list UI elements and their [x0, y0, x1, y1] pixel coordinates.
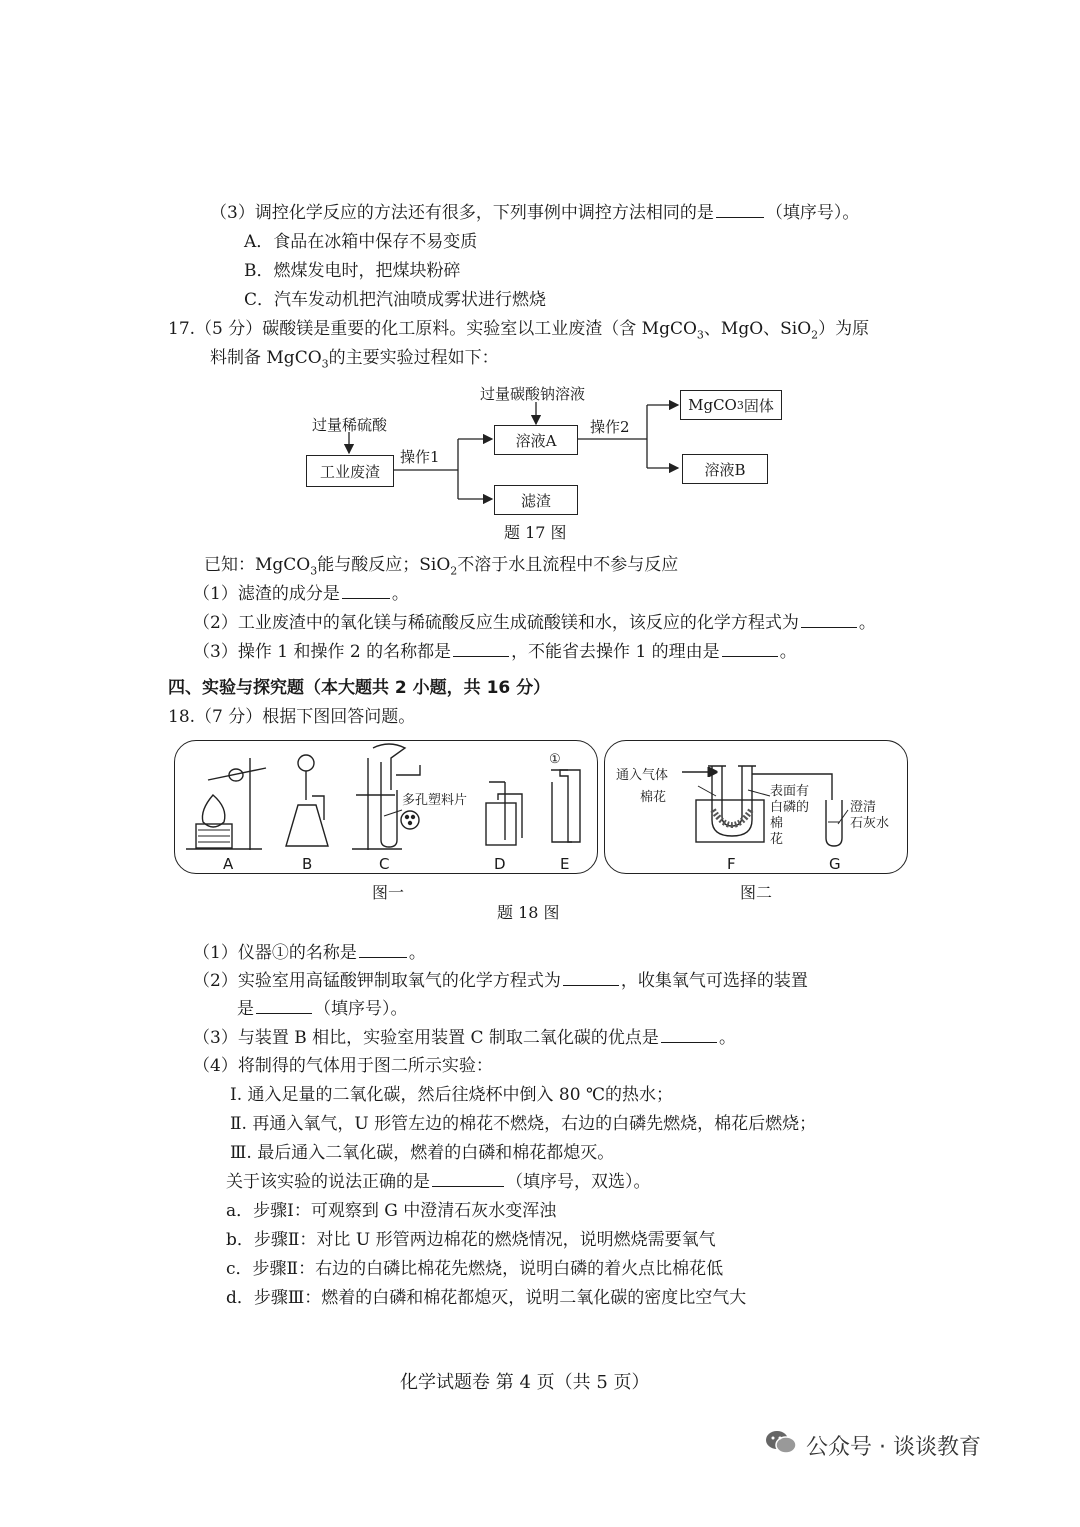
apparatus-label-e: E — [560, 855, 570, 873]
q18-sub2-line2: 是 （填序号）。 — [237, 999, 408, 1019]
q18-intro: 18.（7 分）根据下图回答问题。 — [168, 707, 416, 727]
answer-blank[interactable] — [256, 999, 312, 1014]
wechat-icon — [764, 1428, 798, 1456]
section-4-heading: 四、实验与探究题（本大题共 2 小题，共 16 分） — [168, 678, 551, 698]
q18-option-c: c．步骤Ⅱ：右边的白磷比棉花先燃烧，说明白磷的着火点比棉花低 — [226, 1259, 724, 1279]
q17-intro-line1: 17.（5 分）碳酸镁是重要的化工原料。实验室以工业废渣（含 MgCO$_3$、MgO、SiO$_2$）为原 — [168, 319, 870, 342]
q17-sub2: （2）工业废渣中的氧化镁与稀硫酸反应生成硫酸镁和水，该反应的化学方程式为 。 — [193, 613, 876, 633]
q18-sub3: （3）与装置 B 相比，实验室用装置 C 制取二氧化碳的优点是 。 — [193, 1028, 736, 1048]
apparatus-label-f: F — [727, 855, 736, 873]
q17-intro-line2: 料制备 MgCO$_3$的主要实验过程如下： — [210, 348, 499, 371]
figure-2-caption: 图二 — [740, 883, 773, 902]
q18-ask: 关于该实验的说法正确的是 （填序号，双选）。 — [226, 1172, 651, 1192]
figure-2-gas-inlet: 通入气体 — [616, 768, 669, 783]
q18-option-d: d．步骤Ⅲ：燃着的白磷和棉花都熄灭，说明二氧化碳的密度比空气大 — [226, 1288, 747, 1308]
q16-option-a: A．食品在冰箱中保存不易变质 — [244, 232, 478, 252]
q18-sub1: （1）仪器①的名称是 。 — [193, 943, 426, 963]
answer-blank[interactable] — [432, 1172, 504, 1187]
figure-2-cotton: 棉花 — [640, 790, 667, 805]
q18-step-2: Ⅱ. 再通入氧气，U 形管左边的棉花不燃烧，右边的白磷先燃烧，棉花后燃烧； — [230, 1114, 817, 1134]
flow-box-solution-b: 溶液B — [682, 454, 768, 484]
q17-known: 已知：MgCO$_3$能与酸反应；SiO$_2$不溶于水且流程中不参与反应 — [204, 555, 679, 578]
apparatus-label-a: A — [223, 855, 234, 873]
flow-reagent-sodium-carbonate: 过量碳酸钠溶液 — [480, 385, 586, 403]
q18-sub4: （4）将制得的气体用于图二所示实验： — [193, 1056, 493, 1076]
flow-operation-2: 操作2 — [590, 418, 630, 436]
answer-blank[interactable] — [661, 1028, 717, 1043]
apparatus-label-g: G — [829, 855, 841, 873]
figure-17-caption: 题 17 图 — [504, 523, 567, 542]
answer-blank[interactable] — [563, 971, 619, 986]
answer-blank[interactable] — [359, 943, 407, 958]
flow-operation-1: 操作1 — [400, 448, 440, 466]
flow-box-industrial-waste: 工业废渣 — [306, 455, 394, 487]
q16-sub3: （3）调控化学反应的方法还有很多，下列事例中调控方法相同的是 （填序号）。 — [210, 203, 860, 223]
watermark: 公众号 · 谈谈教育 — [806, 1435, 981, 1460]
q17-sub3: （3）操作 1 和操作 2 的名称都是 ，不能省去操作 1 的理由是 。 — [193, 642, 797, 662]
q18-option-b: b．步骤Ⅱ：对比 U 形管两边棉花的燃烧情况，说明燃烧需要氧气 — [226, 1230, 716, 1250]
q18-option-a: a．步骤Ⅰ：可观察到 G 中澄清石灰水变浑浊 — [226, 1201, 557, 1221]
flow-box-filter-residue: 滤渣 — [494, 485, 578, 515]
q16-option-c: C．汽车发动机把汽油喷成雾状进行燃烧 — [244, 290, 547, 310]
q18-step-1: Ⅰ. 通入足量的二氧化碳，然后往烧杯中倒入 80 ℃的热水； — [230, 1085, 673, 1105]
q18-step-3: Ⅲ. 最后通入二氧化碳，燃着的白磷和棉花都熄灭。 — [230, 1143, 615, 1163]
q18-sub2-line1: （2）实验室用高锰酸钾制取氧气的化学方程式为 ，收集氧气可选择的装置 — [193, 971, 808, 991]
figure-1-porous-plastic: 多孔塑料片 — [402, 793, 468, 808]
q16-option-b: B．燃煤发电时，把煤块粉碎 — [244, 261, 461, 281]
page-footer: 化学试题卷 第 4 页（共 5 页） — [400, 1372, 650, 1393]
figure-1-caption: 图一 — [372, 883, 405, 902]
flow-box-solution-a: 溶液A — [494, 425, 578, 455]
apparatus-label-d: D — [494, 855, 506, 873]
figure-2-limewater-label: 澄清 石灰水 — [850, 800, 890, 831]
figure-18-caption: 题 18 图 — [497, 903, 560, 922]
q17-sub1: （1）滤渣的成分是 。 — [193, 584, 409, 604]
figure-1-marker-1: ① — [549, 752, 561, 767]
flow-reagent-sulfuric-acid: 过量稀硫酸 — [312, 416, 388, 434]
apparatus-label-b: B — [302, 855, 313, 873]
apparatus-label-c: C — [379, 855, 390, 873]
figure-2-white-phosphorus-label: 表面有 白磷的棉 花 — [770, 784, 810, 847]
flow-box-mgco3-solid: MgCO 3 固体 — [680, 390, 782, 420]
